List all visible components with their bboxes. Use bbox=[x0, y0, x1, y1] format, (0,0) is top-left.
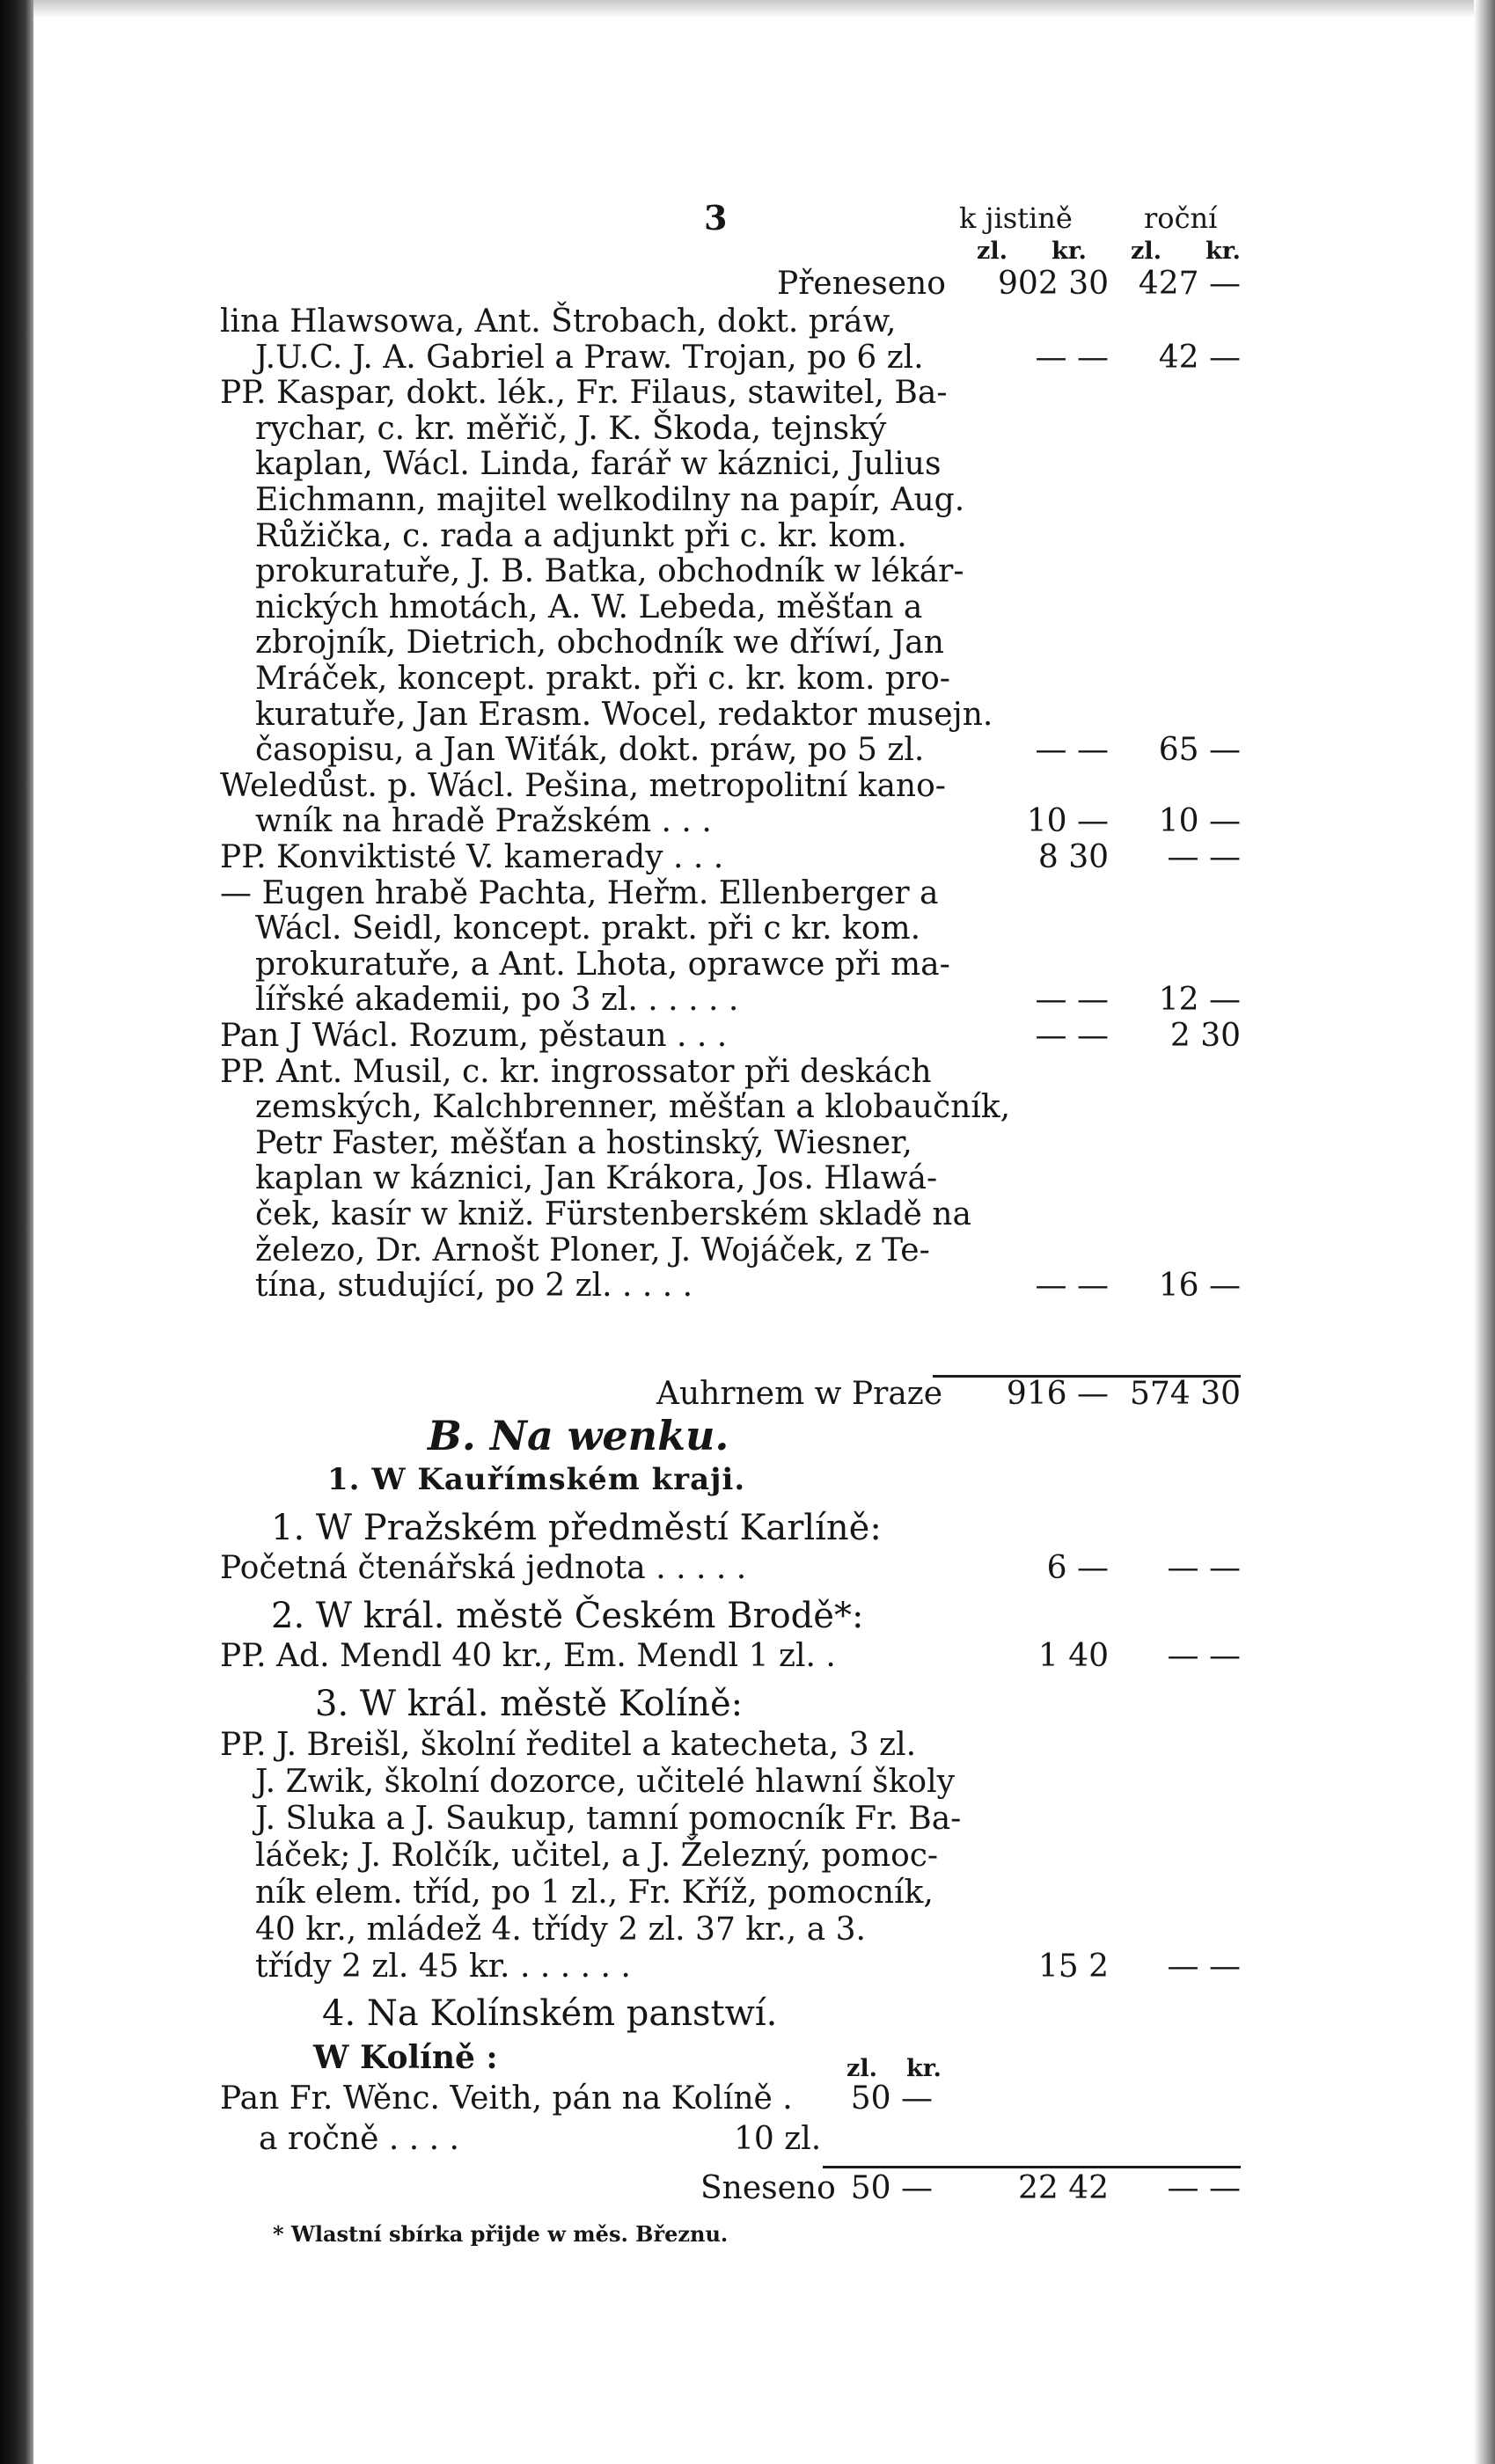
entry-principal: — — bbox=[1035, 732, 1109, 768]
entry-annual: — — bbox=[1167, 839, 1241, 875]
page-number: 3 bbox=[704, 198, 728, 238]
entry-text: PP. Kaspar, dokt. lék., Fr. Filaus, stawitel, Ba- bbox=[220, 375, 948, 411]
location-1-annual: — — bbox=[1167, 1550, 1241, 1586]
entry-text: Růžička, c. rada a adjunkt při c. kr. kom. bbox=[255, 518, 907, 554]
unit-kr-2: kr. bbox=[1206, 238, 1241, 265]
total-prague-label: Auhrnem w Praze bbox=[656, 1376, 943, 1412]
entry-text: železo, Dr. Arnošt Ploner, J. Wojáček, z Te- bbox=[255, 1232, 930, 1269]
entry-text: Wácl. Seidl, koncept. prakt. při c kr. kom. bbox=[255, 910, 921, 947]
location-3-title: 3. W král. městě Kolíně: bbox=[315, 1684, 744, 1724]
entry-text: tína, studující, po 2 zl. . . . . bbox=[255, 1268, 693, 1304]
entry-annual: 10 — bbox=[1158, 803, 1241, 839]
location-3-annual: — — bbox=[1167, 1949, 1241, 1985]
entry-principal: 10 — bbox=[1026, 803, 1109, 839]
location-3-line: třídy 2 zl. 45 kr. . . . . . . bbox=[255, 1949, 631, 1985]
entry-text: Mráček, koncept. prakt. při c. kr. kom. pro- bbox=[255, 661, 950, 697]
location-4-title: 4. Na Kolínském panstwí. bbox=[322, 1993, 778, 2034]
entry-text: kuratuře, Jan Erasm. Wocel, redaktor musejn. bbox=[255, 697, 993, 733]
location-4-entry: Pan Fr. Wěnc. Veith, pán na Kolíně . bbox=[220, 2080, 793, 2117]
bottom-total-annual: — — bbox=[1167, 2170, 1241, 2206]
entry-text: prokuratuře, a Ant. Lhota, oprawce při ma- bbox=[255, 947, 950, 983]
entry-annual: 65 — bbox=[1158, 732, 1241, 768]
location-4-unit-zl: zl. bbox=[846, 2055, 877, 2082]
unit-kr-1: kr. bbox=[1052, 238, 1087, 265]
unit-zl-2: zl. bbox=[1131, 238, 1162, 265]
section-heading-b: B. Na wenku. bbox=[428, 1412, 729, 1459]
entry-text: rychar, c. kr. měřič, J. K. Škoda, tejnský bbox=[255, 411, 887, 447]
entry-principal: — — bbox=[1035, 1268, 1109, 1304]
carry-forward-label: Přeneseno bbox=[777, 266, 946, 302]
column-header-principal: k jistině bbox=[959, 201, 1073, 235]
entry-text: PP. Konviktisté V. kamerady . . . bbox=[220, 839, 724, 875]
entry-principal: — — bbox=[1035, 1018, 1109, 1054]
total-prague-annual: 574 30 bbox=[1130, 1376, 1241, 1412]
entry-annual: 2 30 bbox=[1169, 1018, 1241, 1054]
location-4-amount: 50 — bbox=[850, 2080, 933, 2117]
entry-text: lířské akademii, po 3 zl. . . . . . bbox=[255, 982, 739, 1018]
entry-annual: 12 — bbox=[1158, 982, 1241, 1018]
unit-zl-1: zl. bbox=[977, 238, 1008, 265]
location-4-annual-amount: 10 zl. bbox=[734, 2121, 822, 2157]
location-4-annual-note: a ročně . . . . bbox=[259, 2121, 459, 2157]
location-3-principal: 15 2 bbox=[1037, 1949, 1109, 1985]
entry-text: PP. Ant. Musil, c. kr. ingrossator při deskách bbox=[220, 1054, 932, 1090]
entry-text: J.U.C. J. A. Gabriel a Praw. Trojan, po 6 zl. bbox=[255, 340, 924, 376]
entry-text: Eichmann, majitel welkodilny na papír, Aug. bbox=[255, 482, 965, 518]
entry-principal: 8 30 bbox=[1037, 839, 1109, 875]
location-3-line: láček; J. Rolčík, učitel, a J. Železný, pomoc- bbox=[255, 1838, 939, 1874]
location-4-subheading: W Kolíně : bbox=[313, 2039, 498, 2076]
bottom-total-label: Sneseno bbox=[700, 2170, 836, 2206]
location-3-line: J. Zwik, školní dozorce, učitelé hlawní školy bbox=[255, 1764, 955, 1800]
location-3-line: J. Sluka a J. Saukup, tamní pomocník Fr. Ba- bbox=[255, 1801, 962, 1837]
entry-text: nických hmotách, A. W. Lebeda, měšťan a bbox=[255, 589, 923, 625]
entry-principal: — — bbox=[1035, 340, 1109, 376]
entry-annual: 16 — bbox=[1158, 1268, 1241, 1304]
location-4-unit-kr: kr. bbox=[906, 2055, 942, 2082]
location-3-line: PP. J. Breišl, školní ředitel a katecheta, 3 zl. bbox=[220, 1727, 917, 1763]
location-1-principal: 6 — bbox=[1046, 1550, 1109, 1586]
entry-text: wník na hradě Pražském . . . bbox=[255, 803, 712, 839]
entry-text: ček, kasír w kniž. Fürstenberském skladě na bbox=[255, 1196, 971, 1232]
location-2-annual: — — bbox=[1167, 1638, 1241, 1674]
carry-forward-principal: 902 30 bbox=[998, 266, 1109, 302]
entry-text: Pan J Wácl. Rozum, pěstaun . . . bbox=[220, 1018, 728, 1054]
bottom-total-inner: 50 — bbox=[850, 2170, 933, 2206]
entry-text: prokuratuře, J. B. Batka, obchodník w lékár- bbox=[255, 553, 964, 589]
location-2-entry: PP. Ad. Mendl 40 kr., Em. Mendl 1 zl. . bbox=[220, 1638, 836, 1674]
entry-principal: — — bbox=[1035, 982, 1109, 1018]
entry-text: — Eugen hrabě Pachta, Heřm. Ellenberger a bbox=[220, 875, 939, 911]
location-1-title: 1. W Pražském předměstí Karlíně: bbox=[271, 1508, 882, 1548]
entry-text: Petr Faster, měšťan a hostinský, Wiesner, bbox=[255, 1125, 912, 1161]
entry-annual: 42 — bbox=[1158, 340, 1241, 376]
location-1-entry: Početná čtenářská jednota . . . . . bbox=[220, 1550, 747, 1586]
entry-text: kaplan, Wácl. Linda, farář w káznici, Julius bbox=[255, 446, 942, 482]
location-2-principal: 1 40 bbox=[1037, 1638, 1109, 1674]
carry-rule bbox=[823, 2166, 1241, 2168]
section-heading-region: 1. W Kauřímském kraji. bbox=[327, 1462, 746, 1497]
footnote: * Wlastní sbírka přijde w měs. Březnu. bbox=[273, 2221, 729, 2247]
entry-text: kaplan w káznici, Jan Krákora, Jos. Hlawá- bbox=[255, 1160, 938, 1196]
entry-text: časopisu, a Jan Wiťák, dokt. práw, po 5 zl. bbox=[255, 732, 925, 768]
column-header-annual: roční bbox=[1144, 201, 1218, 235]
carry-forward-annual: 427 — bbox=[1138, 266, 1241, 302]
location-2-title: 2. W král. městě Českém Brodě*: bbox=[271, 1596, 864, 1636]
entry-text: zbrojník, Dietrich, obchodník we dříwí, Jan bbox=[255, 625, 944, 661]
total-prague-principal: 916 — bbox=[1006, 1376, 1109, 1412]
entry-text: Weledůst. p. Wácl. Pešina, metropolitní kano- bbox=[220, 768, 946, 804]
location-3-line: 40 kr., mládež 4. třídy 2 zl. 37 kr., a 3. bbox=[255, 1912, 866, 1948]
bottom-total-principal: 22 42 bbox=[1017, 2170, 1109, 2206]
entry-text: lina Hlawsowa, Ant. Štrobach, dokt. práw, bbox=[220, 303, 897, 340]
entry-text: zemských, Kalchbrenner, měšťan a klobaučník, bbox=[255, 1089, 1011, 1125]
location-3-line: ník elem. tříd, po 1 zl., Fr. Kříž, pomocník, bbox=[255, 1875, 934, 1911]
